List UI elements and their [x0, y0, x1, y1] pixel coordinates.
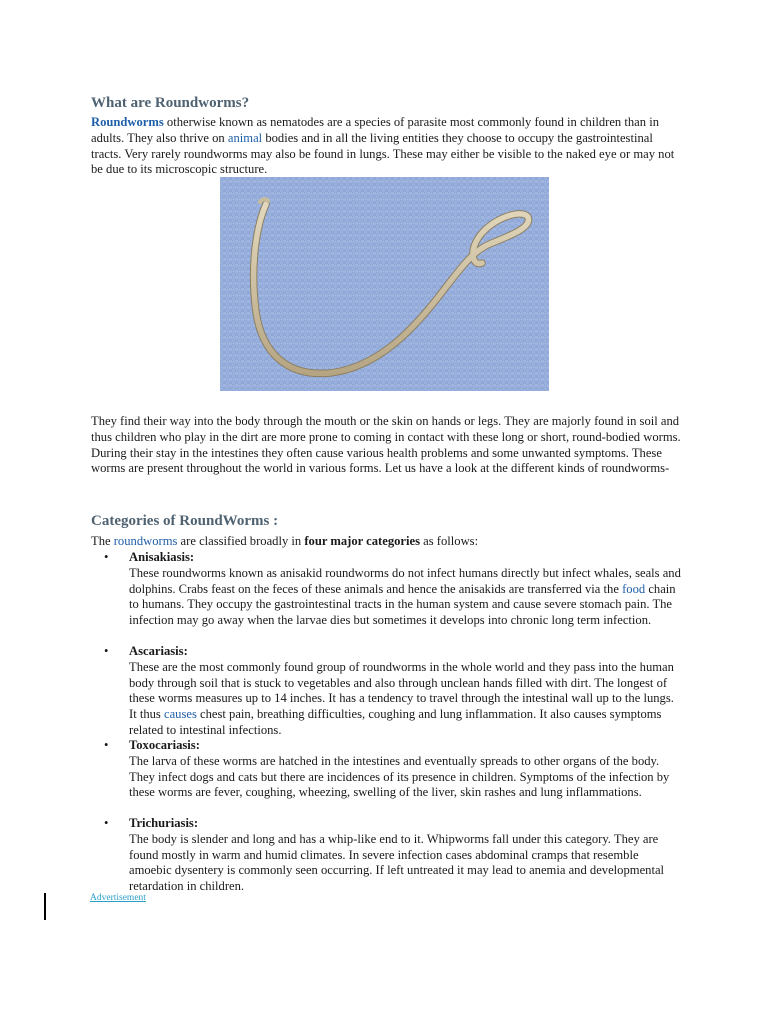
text-cursor: [44, 893, 46, 920]
item-description: These are the most commonly found group of roundworms in the whole world and they pass into the human body through soil that is stuck to vegetables and also through unclean hands filled with dirt. The longest of these worms measures up to 14 inches. It has a tendency to travel through the intestinal wall up to the lungs. It thus causes chest pain, breathing difficulties, coughing and lung inflammation. It also causes symptoms related to intestinal infections.: [129, 659, 674, 737]
causes-link[interactable]: causes: [163, 707, 197, 722]
roundworm-photo: [220, 177, 549, 391]
intro-paragraph: Roundworms otherwise known as nematodes are a species of parasite most commonly found in children than in adults. They also thrive on animal bodies and in all the living entities they choose to occupy the gastrointestinal tracts. Very rarely roundworms may also be found in lungs. These may either be visible to the naked eye or may not be due to its microscopic structure.: [91, 115, 675, 177]
roundworms-term-link[interactable]: Roundworms: [91, 115, 164, 129]
bullet: •: [104, 738, 109, 752]
bullet: •: [104, 550, 109, 564]
bullet: •: [104, 644, 109, 658]
roundworms-link[interactable]: roundworms: [113, 534, 178, 548]
heading-categories: Categories of RoundWorms :: [91, 513, 279, 529]
item-title: Ascariasis:: [129, 644, 188, 658]
item-title: Anisakiasis:: [129, 550, 195, 564]
categories-intro: The roundworms are classified broadly in four major categories as follows:: [91, 534, 479, 548]
bullet: •: [104, 816, 109, 830]
food-link[interactable]: food: [622, 581, 646, 596]
transmission-paragraph: They find their way into the body through the mouth or the skin on hands or legs. They are majorly found in soil and thus children who play in the dirt are more prone to coming in contact with these long or short, round-bodied worms. During their stay in the intestines they often cause various health problems and some unwanted symptoms. These worms are present throughout the world in various forms. Let us have a look at the different kinds of roundworms-: [91, 414, 681, 476]
item-title: Trichuriasis:: [129, 816, 199, 830]
item-description: The larva of these worms are hatched in the intestines and eventually spreads to other organs of the body. They infect dogs and cats but there are incidences of its presence in children. Symptoms of the infection by these worms are fever, coughing, wheezing, swelling of the liver, skin rashes and lung inflammations.: [129, 753, 670, 800]
heading-what-are-roundworms: What are Roundworms?: [91, 95, 250, 111]
advertisement-link[interactable]: Advertisement: [90, 893, 146, 903]
item-title: Toxocariasis:: [129, 738, 200, 752]
item-description: The body is slender and long and has a whip-like end to it. Whipworms fall under this category. They are found mostly in warm and humid climates. In severe infection cases abdominal cramps that resemble amoebic dysentery is commonly seen occurring. If left untreated it may lead to anemia and developmental retardation in children.: [129, 831, 665, 894]
animal-link[interactable]: animal: [227, 130, 263, 145]
item-description: These roundworms known as anisakid roundworms do not infect humans directly but infect whales, seals and dolphins. Crabs feast on the feces of these animals and hence the anisakids are transferred via the food chain to humans. They occupy the gastrointestinal tracts in the human system and cause severe stomach pain. The infection may go away when the larvae dies but sometimes it develops into chronic long term infection.: [129, 565, 681, 628]
